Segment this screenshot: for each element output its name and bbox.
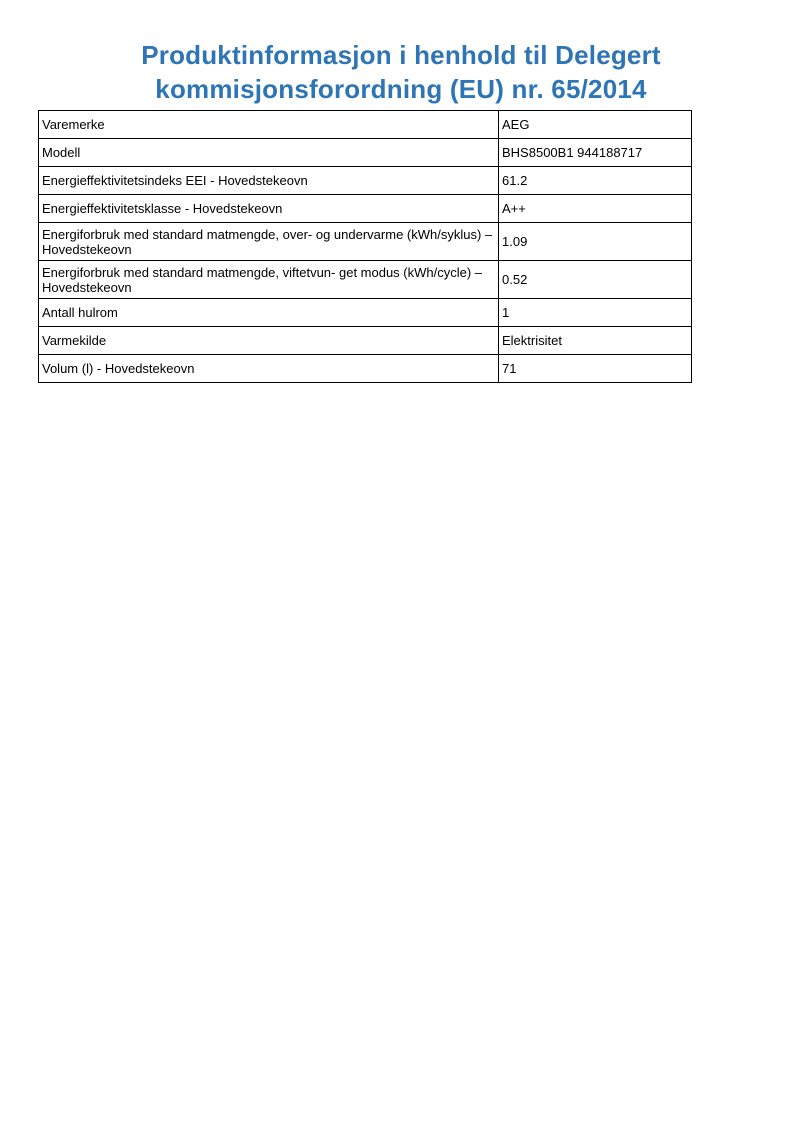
row-label: Antall hulrom <box>39 299 499 327</box>
table-row <box>39 223 692 261</box>
row-value: 71 <box>499 355 692 383</box>
row-label: Varemerke <box>39 111 499 139</box>
row-value: A++ <box>499 195 692 223</box>
table-row <box>39 261 692 299</box>
table-row <box>39 167 692 195</box>
page-title-line-1: Produktinformasjon i henhold til Delegert <box>141 40 661 70</box>
row-value: AEG <box>499 111 692 139</box>
table-row <box>39 139 692 167</box>
row-value: 61.2 <box>499 167 692 195</box>
row-label: Energiforbruk med standard matmengde, viftetvun- get modus (kWh/cycle) – Hovedstekeovn <box>39 261 499 299</box>
table-row <box>39 355 692 383</box>
table-row <box>39 195 692 223</box>
row-value: 1 <box>499 299 692 327</box>
row-label: Volum (l) - Hovedstekeovn <box>39 355 499 383</box>
page-title <box>0 38 802 106</box>
row-label: Energieffektivitetsklasse - Hovedstekeovn <box>39 195 499 223</box>
product-info-table <box>38 110 692 383</box>
row-value: BHS8500B1 944188717 <box>499 139 692 167</box>
table-row <box>39 327 692 355</box>
page-title-line-2: kommisjonsforordning (EU) nr. 65/2014 <box>155 74 647 104</box>
table-row <box>39 111 692 139</box>
row-value: 1.09 <box>499 223 692 261</box>
row-label: Energiforbruk med standard matmengde, over- og undervarme (kWh/syklus) – Hovedstekeovn <box>39 223 499 261</box>
table-row <box>39 299 692 327</box>
row-label: Energieffektivitetsindeks EEI - Hovedstekeovn <box>39 167 499 195</box>
row-label: Varmekilde <box>39 327 499 355</box>
row-value: 0.52 <box>499 261 692 299</box>
row-value: Elektrisitet <box>499 327 692 355</box>
row-label: Modell <box>39 139 499 167</box>
